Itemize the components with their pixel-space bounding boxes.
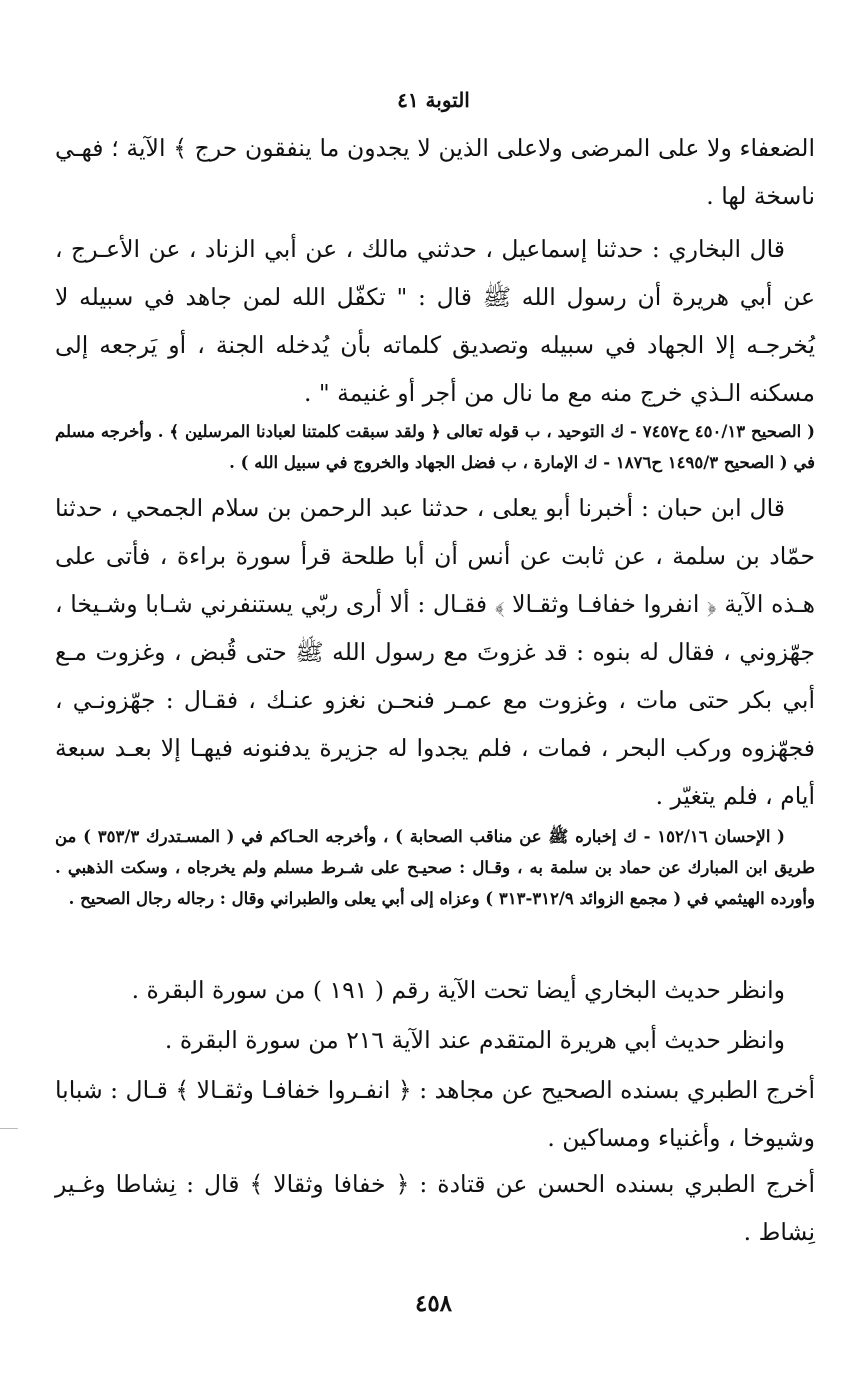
page-number: ٤٥٨	[414, 1290, 453, 1317]
paragraph-intro: الضعفاء ولا على المرضى ولاعلى الذين لا يجدون ما ينفقون حرج ﴾ الآية ؛ فهـي ناسخة لها .	[55, 134, 815, 210]
page-header: التوبة ٤١	[397, 88, 470, 112]
paragraph-see-also-abu-hurayra: وانظر حديث أبي هريرة المتقدم عند الآية ٢١٦ من سورة البقرة .	[164, 1026, 785, 1054]
footnote-ihsan-source: ( الإحسان ١٥٢/١٦ - ك إخباره ﷺ عن مناقب الصحابة ) ، وأخرجه الحـاكم في ( المسـتدرك ٣٥٣/٣ ) من طريق ابن المبارك عن حماد بن سلمة به ، وقـال : صحيـح على شـرط مسلم ولم يخرجاه ، وسكت الذهبي . وأورده الهيثمي في ( مجمع الزوائد ٣١٢/٩-٣١٣ ) وعزاه إلى أبي يعلى والطبراني وقال : رجاله رجال الصحيح .	[55, 827, 815, 908]
paragraph-tabari-qatada: أخرج الطبري بسنده الحسن عن قتادة : ﴿ خفافا وثقالا ﴾ قال : نِشاطا وغـير نِشاط .	[55, 1170, 815, 1246]
paragraph-tabari-mujahid: أخرج الطبري بسنده الصحيح عن مجاهد : ﴿ انفـروا خفافـا وثقـالا ﴾ قـال : شبابا وشيوخا ، وأغنياء ومساكين .	[55, 1076, 815, 1152]
margin-mark	[0, 1128, 18, 1129]
footnote-bukhari-source: ( الصحيح ٤٥٠/١٣ ح٧٤٥٧ - ك التوحيد ، ب قوله تعالى ﴿ ولقد سبقت كلمتنا لعبادنا المرسلين ﴾ . وأخرجه مسلم في ( الصحيح ١٤٩٥/٣ ح١٨٧٦ - ك الإمارة ، ب فضل الجهاد والخروج في سبيل الله ) .	[55, 422, 815, 472]
paragraph-bukhari: قال البخاري : حدثنا إسماعيل ، حدثني مالك ، عن أبي الزناد ، عن الأعـرج ، عن أبي هريرة أن رسول الله ﷺ قال : " تكفّل الله لمن جاهد في سبيله لا يُخرجـه إلا الجهاد في سبيله وتصديق كلماته بأن يُدخله الجنة ، أو يَرجعه إلى مسكنه الـذي خرج منه مع ما نال من أجر أو غنيمة " .	[55, 235, 815, 407]
paragraph-ibn-hibban: قال ابن حبان : أخبرنا أبو يعلى ، حدثنا عبد الرحمن بن سلام الجمحي ، حدثنا حمّاد بن سلمة ، عن ثابت عن أنس أن أبا طلحة قرأ سورة براءة ، فأتى على هـذه الآية ﴿ انفروا خفافـا وثقـالا ﴾ فقـال : ألا أرى ربّي يستنفرني شـابا وشـيخا ، جهّزوني ، فقال له بنوه : قد غزوتَ مع رسول الله ﷺ حتى قُبض ، وغزوت مـع أبي بكر حتى مات ، وغزوت مع عمـر فنحـن نغزو عنـك ، فقـال : جهّزونـي ، فجهّزوه وركب البحر ، فمات ، فلم يجدوا له جزيرة يدفنونه فيهـا إلا بعـد سبعة أيام ، فلم يتغيّر .	[55, 494, 815, 810]
paragraph-see-also-bukhari: وانظر حديث البخاري أيضا تحت الآية رقم ( ١٩١ ) من سورة البقرة .	[131, 976, 785, 1004]
